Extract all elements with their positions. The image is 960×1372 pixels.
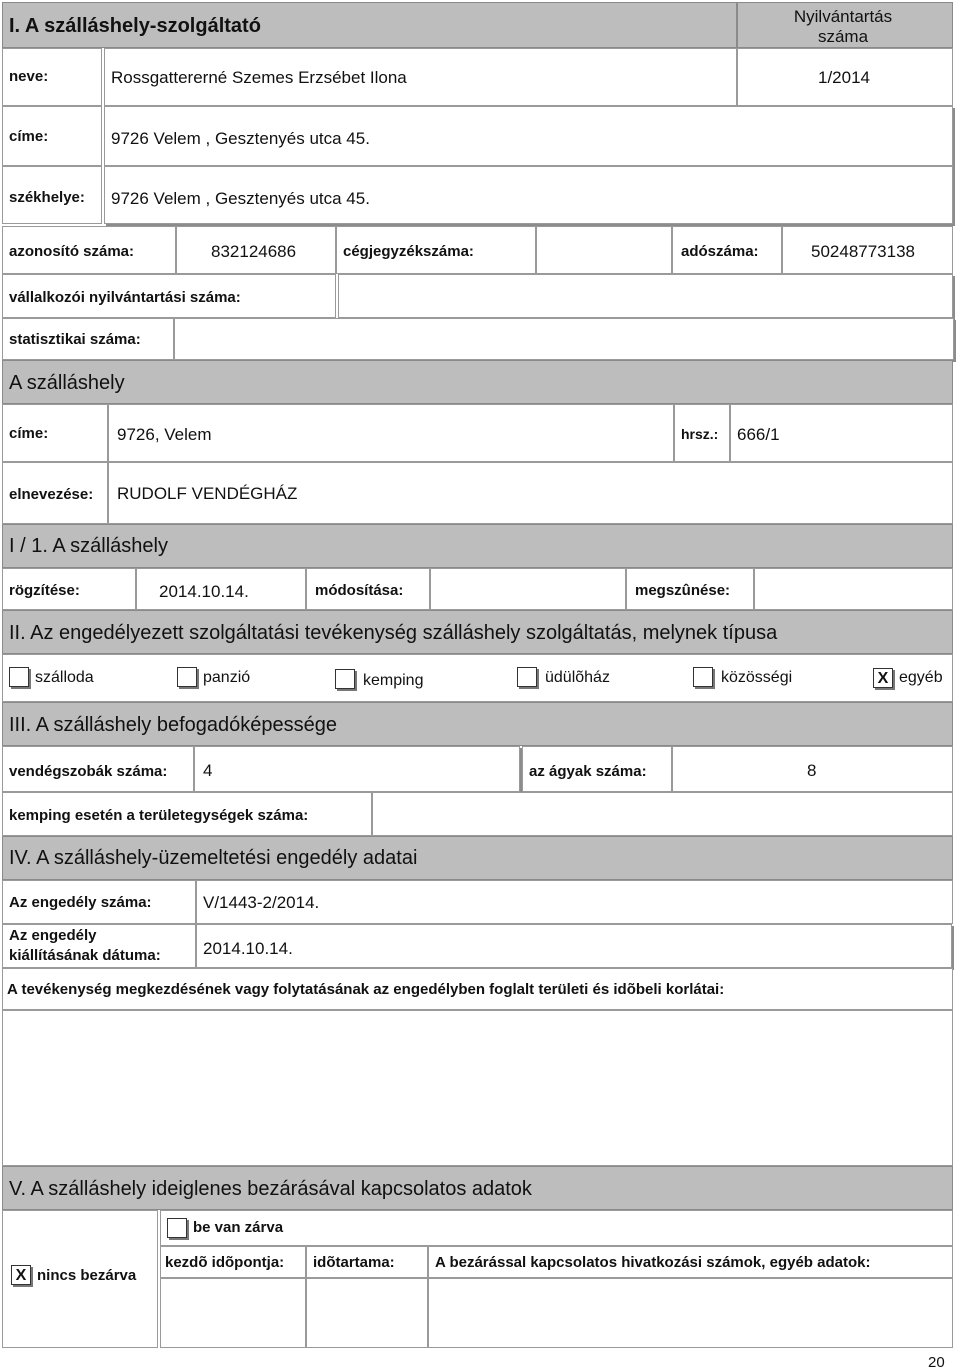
seat-label-cell [2,166,102,224]
id-value: 832124686 [211,242,297,261]
address-value: 9726 Velem , Gesztenyés utca 45. [111,129,370,148]
entrepreneur-label: vállalkozói nyilvántartási száma: [9,289,241,306]
checkbox-udulohaz[interactable] [517,667,537,687]
refs-value-cell [428,1278,953,1348]
tax-label: adószáma: [681,243,759,260]
checkbox-egyeb[interactable]: X [873,668,893,688]
section5-header [2,1166,953,1210]
issue-date-value: 2014.10.14. [203,939,293,958]
rooms-label-cell [2,746,194,792]
rooms-label: vendégszobák száma: [9,763,168,780]
option-label-szalloda: szálloda [35,669,94,686]
registry-header [737,2,953,48]
terminated-label: megszûnése: [635,582,731,599]
recorded-value-cell [136,568,306,610]
tax-label-cell [672,226,782,274]
start-label: kezdõ idõpontja: [165,1254,285,1271]
section2-header [2,610,953,654]
acc-name-value: RUDOLF VENDÉGHÁZ [117,484,298,503]
modified-label-cell [306,568,430,610]
not-closed-cell [2,1210,158,1348]
issue-date-value-cell [196,924,952,968]
section4-title: IV. A szálláshely-üzemeltetési engedély adatai [9,847,418,869]
permit-no-label: Az engedély száma: [9,894,152,911]
stat-label-cell [2,318,174,360]
seat-value: 9726 Velem , Gesztenyés utca 45. [111,189,370,208]
name-value: Rossgattererné Szemes Erzsébet Ilona [111,68,407,87]
hrsz-label: hrsz.: [681,426,719,442]
option-label-kozossegi: közösségi [721,669,793,686]
page-number: 20 [928,1354,945,1371]
address-label-cell [2,106,102,166]
address-label: címe: [9,128,49,145]
entrepreneur-label-cell [2,274,336,318]
rooms-value-cell [194,746,520,792]
id-label-cell [2,226,176,274]
accommodation-header [2,360,953,404]
stat-value-cell [174,318,954,360]
stat-label: statisztikai száma: [9,331,141,348]
option-label-egyeb: egyéb [899,669,943,686]
section2-title: II. Az engedélyezett szolgáltatási tevékenység szálláshely szolgáltatás, melynek típusa [9,622,778,644]
camping-label-cell [2,792,372,836]
start-label-cell [160,1246,306,1278]
hrsz-value-cell [730,404,953,462]
acc-address-value: 9726, Velem [117,425,212,444]
checkbox-not-closed[interactable]: X [11,1265,31,1285]
checkbox-kemping[interactable] [335,669,355,689]
limits-label-cell [2,968,953,1010]
company-reg-label-cell [336,226,536,274]
closed-cell [160,1210,953,1246]
section3-title: III. A szálláshely befogadóképessége [9,714,338,736]
issue-date-label-line2: kiállításának dátuma: [9,947,161,964]
closed-label: be van zárva [193,1219,284,1236]
company-reg-label: cégjegyzékszáma: [343,243,474,260]
acc-address-label: címe: [9,425,49,442]
option-label-panzio: panzió [203,669,251,686]
not-closed-label: nincs bezárva [37,1267,137,1284]
permit-no-label-cell [2,880,196,924]
tax-value: 50248773138 [811,242,916,261]
service-type-row [2,654,953,702]
duration-value-cell [306,1278,428,1348]
checkbox-closed[interactable] [167,1218,187,1238]
option-label-udulohaz: üdülõház [545,669,610,686]
name-label: neve: [9,68,49,85]
section4-header [2,836,953,880]
permit-no-value: V/1443-2/2014. [203,893,320,912]
company-reg-value-cell [536,226,672,274]
section5-title: V. A szálláshely ideiglenes bezárásával kapcsolatos adatok [9,1178,532,1200]
tax-value-cell [782,226,953,274]
recorded-label-cell [2,568,136,610]
accommodation-title: A szálláshely [9,372,125,394]
section1-title: I. A szálláshely-szolgáltató [9,15,261,37]
acc-name-label-cell [2,462,108,524]
start-value-cell [160,1278,306,1348]
terminated-label-cell [626,568,754,610]
terminated-value-cell [754,568,953,610]
section1-1-title: I / 1. A szálláshely [9,535,168,557]
name-value-cell [104,48,737,106]
section1-header [2,2,737,48]
section3-header [2,702,953,746]
camping-value-cell [372,792,953,836]
option-label-kemping: kemping [363,672,424,689]
seat-value-cell [104,166,953,224]
beds-label-cell [522,746,672,792]
refs-label-cell [428,1246,953,1278]
registry-number: 1/2014 [818,68,870,87]
checkbox-panzio[interactable] [177,667,197,687]
hrsz-value: 666/1 [737,425,780,444]
hrsz-label-cell [674,404,730,462]
address-value-cell [104,106,953,166]
beds-label: az ágyak száma: [529,763,647,780]
modified-value-cell [430,568,626,610]
id-label: azonosító száma: [9,243,135,260]
camping-label: kemping esetén a területegységek száma: [9,807,309,824]
limits-label: A tevékenység megkezdésének vagy folytatásának az engedélyben foglalt területi és idõbeli korlátai: [7,981,725,998]
section1-1-header [2,524,953,568]
permit-no-value-cell [196,880,953,924]
registry-number-cell [737,48,953,106]
recorded-value: 2014.10.14. [159,582,249,601]
issue-date-label-cell [2,924,196,968]
refs-label: A bezárással kapcsolatos hivatkozási számok, egyéb adatok: [435,1254,871,1271]
seat-label: székhelye: [9,189,85,206]
limits-value-area [2,1010,953,1166]
duration-label: idõtartama: [313,1254,395,1271]
duration-label-cell [306,1246,428,1278]
issue-date-label-line1: Az engedély [9,927,97,944]
beds-value: 8 [807,761,817,780]
name-label-cell [2,48,102,106]
rooms-value: 4 [203,761,213,780]
acc-address-label-cell [2,404,108,462]
checkbox-kozossegi[interactable] [693,667,713,687]
acc-address-value-cell [108,404,674,462]
entrepreneur-value-cell [338,274,953,318]
registry-header-label: Nyilvántartás száma [793,7,893,46]
acc-name-label: elnevezése: [9,486,94,503]
checkbox-szalloda[interactable] [9,667,29,687]
acc-name-value-cell [108,462,953,524]
beds-value-cell [672,746,953,792]
recorded-label: rögzítése: [9,582,80,599]
modified-label: módosítása: [315,582,404,599]
id-value-cell [176,226,336,274]
